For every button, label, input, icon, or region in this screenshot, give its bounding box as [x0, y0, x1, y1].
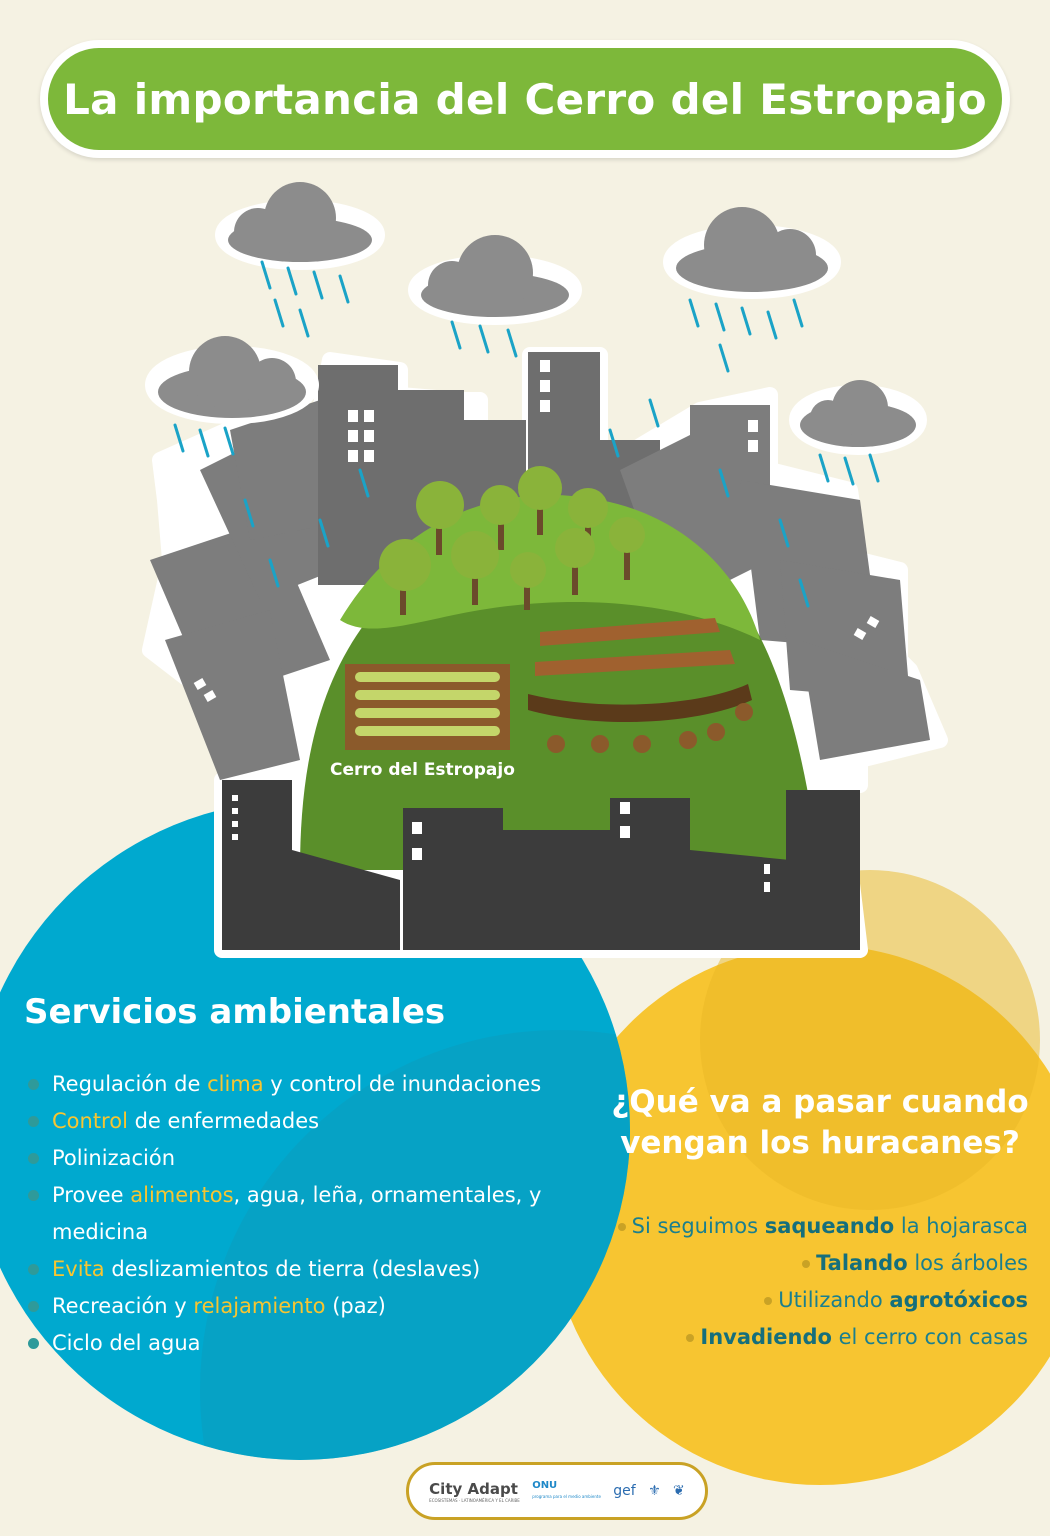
list-item: Talando los árboles [568, 1245, 1028, 1282]
list-item: Provee alimentos, agua, leña, ornamentales, y medicina [28, 1177, 598, 1251]
list-item: Control de enfermedades [28, 1103, 598, 1140]
bullet-icon [764, 1297, 772, 1305]
list-item: Evita deslizamientos de tierra (deslaves) [28, 1251, 598, 1288]
gef-logo: gef [613, 1483, 636, 1499]
hill-label: Cerro del Estropajo [330, 760, 515, 780]
onu-logo: ONU programa para el medio ambiente [532, 1480, 601, 1499]
logo-bar [406, 1462, 708, 1520]
list-item: Invadiendo el cerro con casas [568, 1319, 1028, 1356]
services-list [28, 1066, 598, 1362]
services-title: Servicios ambientales [24, 992, 446, 1032]
list-item: Polinización [28, 1140, 598, 1177]
hurricane-question: ¿Qué va a pasar cuando vengan los huracanes? [611, 1084, 1029, 1161]
list-item: Si seguimos saqueando la hojarasca [568, 1208, 1028, 1245]
cityadapt-logo: City Adapt ECOSISTEMAS · LATINOAMÉRICA Y EL CARIBE [429, 1479, 520, 1503]
list-item: Regulación de clima y control de inundaciones [28, 1066, 598, 1103]
list-item: Utilizando agrotóxicos [568, 1282, 1028, 1319]
hurricane-list [568, 1208, 1028, 1356]
list-item: Recreación y relajamiento (paz) [28, 1288, 598, 1325]
page-title: La importancia del Cerro del Estropajo [63, 74, 987, 124]
bullet-icon [686, 1334, 694, 1342]
bullet-icon [802, 1260, 810, 1268]
fleur-de-lis-icon: ⚜ [648, 1483, 661, 1499]
list-item: Ciclo del agua [28, 1325, 598, 1362]
bird-icon: ❦ [673, 1483, 685, 1499]
bullet-icon [618, 1223, 626, 1231]
